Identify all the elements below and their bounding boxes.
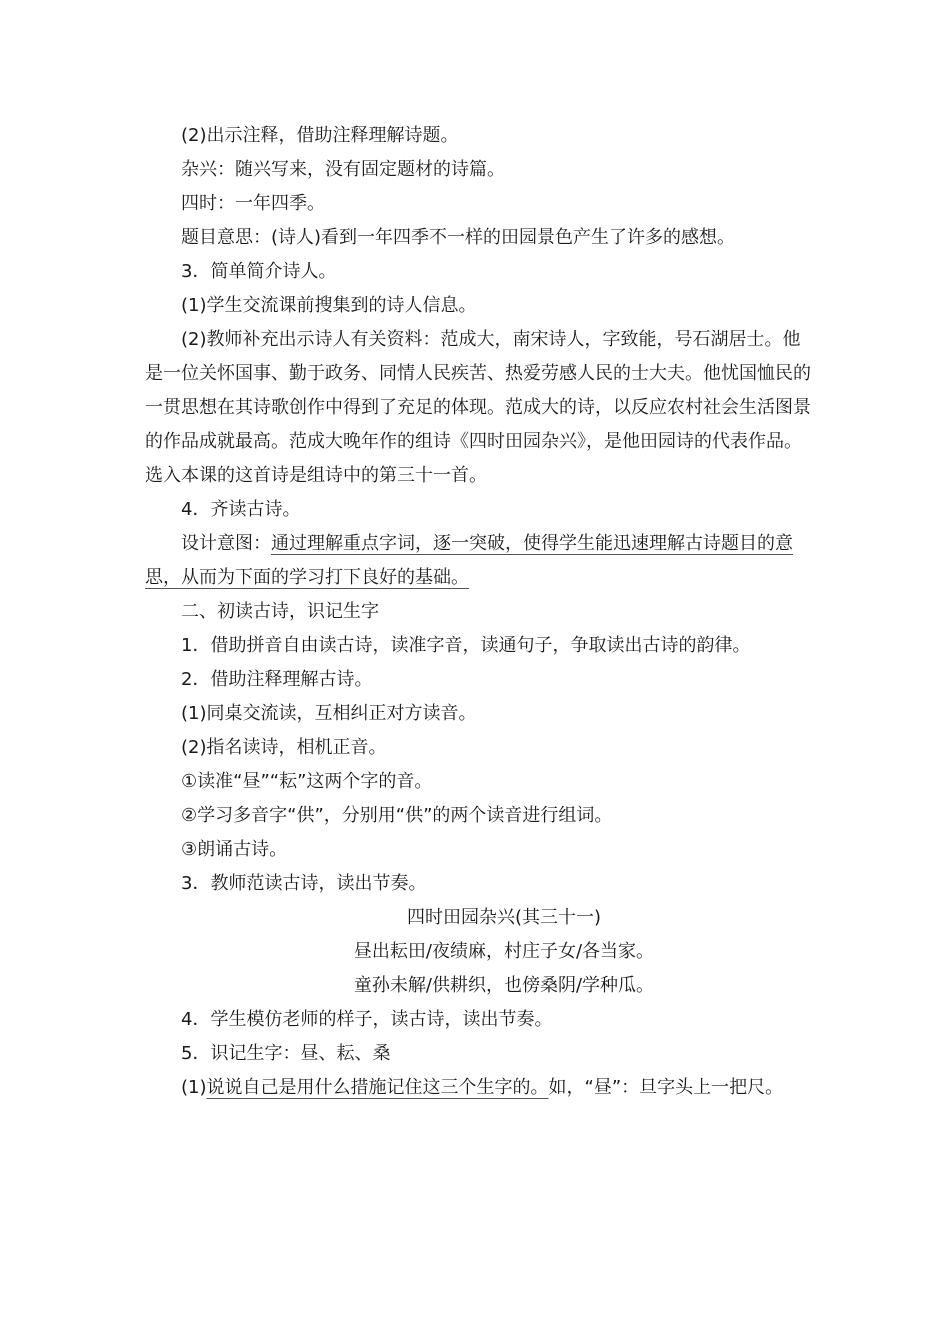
- line-student-exchange: (1)学生交流课前搜集到的诗人信息。: [181, 295, 477, 316]
- line-sishi-definition: 四时：一年四季。: [181, 193, 325, 214]
- line-step-1-pinyin: 1．借助拼音自由读古诗，读准字音，读通句子，争取读出古诗的韵律。: [181, 635, 751, 656]
- poem-line-2: 童孙未解/供耕织，也傍桑阴/学种瓜。: [353, 975, 655, 996]
- line-show-annotation: (2)出示注释，借助注释理解诗题。: [181, 125, 459, 146]
- line-title-meaning: 题目意思：(诗人)看到一年四季不一样的田园景色产生了许多的感想。: [181, 227, 736, 248]
- line-step-2-annotation: 2．借助注释理解古诗。: [181, 669, 373, 690]
- line-step-3-model-reading: 3．教师范读古诗，读出节奏。: [181, 873, 427, 894]
- line-step-4-read-together: 4．齐读古诗。: [181, 499, 301, 520]
- document-body: [145, 119, 813, 1105]
- paragraph-poet-biography: (2)教师补充出示诗人有关资料：范成大，南宋诗人，字致能，号石湖居士。他是一位关怀国事、勤于政务、同情人民疾苦、热爱劳感人民的士大夫。他忧国恤民的一贯思想在其诗歌创作中得到了充足的体现。范成大的诗，以反应农村社会生活图景的作品成就最高。范成大晚年作的组诗《四时田园杂兴》，是他田园诗的代表作品。选入本课的这首诗是组诗中的第三十一首。: [145, 329, 811, 486]
- section-heading-2: 二、初读古诗，识记生字: [181, 601, 379, 622]
- design-intent-label: 设计意图：: [181, 533, 271, 554]
- line-step-5-characters: 5．识记生字：昼、耘、桑: [181, 1043, 391, 1064]
- poem-line-1: 昼出耘田/夜绩麻，村庄子女/各当家。: [353, 941, 655, 962]
- memory-method-suffix: 如，“昼”：旦字头上一把尺。: [548, 1077, 784, 1098]
- design-intent-underlined: 通过理解重点字词，逐一突破，使得学生能迅速理解古诗题目的意思，从而为下面的学习打下良好的基础。: [145, 533, 793, 588]
- memory-method-prefix: (1): [181, 1077, 207, 1098]
- line-circle-1: ①读准“昼”“耘”这两个字的音。: [181, 771, 433, 792]
- paragraph-design-intent: [145, 527, 813, 595]
- line-circle-3: ③朗诵古诗。: [181, 839, 288, 860]
- poem-title: 四时田园杂兴(其三十一): [406, 907, 602, 928]
- line-zaxing-definition: 杂兴：随兴写来，没有固定题材的诗篇。: [181, 159, 505, 180]
- line-named-reading: (2)指名读诗，相机正音。: [181, 737, 387, 758]
- line-circle-2: ②学习多音字“供”，分别用“供”的两个读音进行组词。: [181, 805, 613, 826]
- line-step-4-imitate: 4．学生模仿老师的样子，读古诗，读出节奏。: [181, 1009, 553, 1030]
- memory-method-underlined: 说说自己是用什么措施记住这三个生字的。: [206, 1077, 549, 1098]
- paragraph-memory-method: [145, 1071, 813, 1105]
- line-desk-mate-reading: (1)同桌交流读，互相纠正对方读音。: [181, 703, 477, 724]
- line-step-3-poet-intro: 3．简单简介诗人。: [181, 261, 337, 282]
